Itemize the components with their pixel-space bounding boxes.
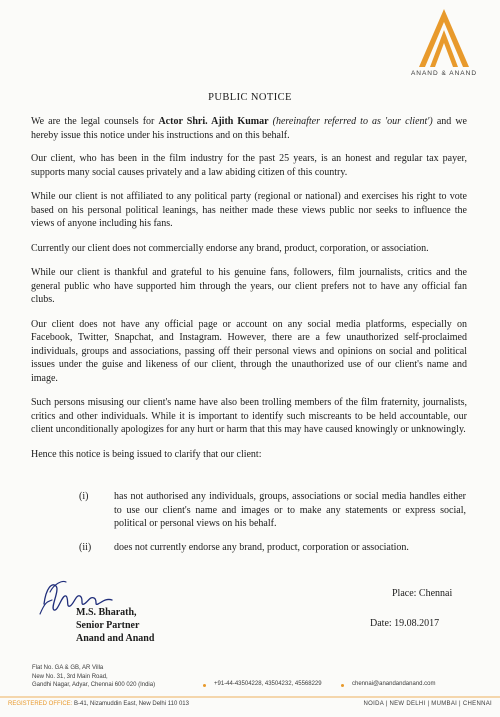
signatory-role: Senior Partner — [76, 620, 140, 631]
list-marker: (i) — [79, 491, 89, 502]
anand-logo-icon — [418, 8, 470, 68]
office-cities: NOIDA | NEW DELHI | MUMBAI | CHENNAI — [363, 701, 492, 707]
logo-wordmark: ANAND & ANAND — [410, 70, 478, 77]
intro-text-a: We are the legal counsels for — [31, 116, 159, 127]
intro-text-b: and we hereby issue this notice under his instructions and on this behalf. — [31, 116, 467, 141]
signatory-name: M.S. Bharath, — [76, 607, 137, 618]
bullet-dot-icon — [203, 684, 206, 687]
signatory-block — [76, 606, 154, 645]
registered-office — [8, 701, 189, 707]
address-line: Gandhi Nagar, Adyar, Chennai 600 020 (India) — [32, 682, 156, 688]
date: Date: 19.08.2017 — [370, 618, 440, 629]
intro-paragraph — [31, 115, 467, 142]
address-line: New No. 31, 3rd Main Road, — [32, 673, 108, 680]
bullet-dot-icon — [341, 684, 344, 687]
list-item-text: has not authorised any individuals, groups, associations or social media handles either to use our client's name and images or to make any statements or express social, political or personal views on his behalf. — [114, 491, 466, 529]
paragraph: Our client does not have any official page or account on any social media platforms, especially on Facebook, Twitter, Snapchat, and Instagram. However, there are a few unauthorized self-proclaimed individuals, groups and associations, passing off their personal views and opinions on social and political issues under the guise and likeness of our client, through the unauthorized use of our client's name and image. — [31, 318, 467, 384]
client-reference: (hereinafter referred to as 'our client') — [272, 116, 433, 127]
paragraph: Currently our client does not commercially endorse any brand, product, corporation, or association. — [31, 242, 429, 254]
paragraph: Such persons misusing our client's name have also been trolling members of the film fraternity, journalists, critics and other individuals. While it is important to identify such miscreants to be held accountable, our client unconditionally apologizes for any hurt or harm that this may have caused knowingly or unknowingly. — [31, 397, 467, 435]
registered-office-address: B-41, Nizamuddin East, New Delhi 110 013 — [74, 701, 189, 707]
address-line: Flat No. GA & GB, AR Villa — [32, 665, 104, 671]
paragraph: While our client is not affiliated to any political party (regional or national) and exercises his right to vote based on his personal political leanings, has neither made these views public nor seeks to influence the views of anyone including his fans. — [31, 191, 467, 229]
footer-email[interactable]: chennai@anandandanand.com — [352, 681, 436, 687]
list-item-text: does not currently endorse any brand, product, corporation or association. — [114, 542, 409, 553]
signatory-firm: Anand and Anand — [76, 633, 155, 644]
registered-office-label: REGISTERED OFFICE: — [8, 701, 73, 707]
paragraph: Our client, who has been in the film industry for the past 25 years, is an honest and regular tax payer, supports many social causes privately and a law abiding citizen of this country. — [31, 153, 467, 178]
page-title: PUBLIC NOTICE — [208, 92, 292, 103]
client-name: Actor Shri. Ajith Kumar — [158, 116, 269, 127]
notice-body — [31, 115, 467, 472]
place: Place: Chennai — [392, 588, 453, 599]
paragraph: While our client is thankful and grateful to his genuine fans, followers, film journalists, critics and the general public who have supported him through the years, our client prefers not to have any official fan clubs. — [31, 267, 467, 305]
firm-logo — [404, 8, 484, 92]
footer-phone: +91-44-43504228, 43504232, 45568229 — [214, 681, 322, 687]
footer-address — [32, 664, 155, 690]
list-marker: (ii) — [79, 542, 92, 553]
paragraph: Hence this notice is being issued to clarify that our client: — [31, 448, 262, 460]
